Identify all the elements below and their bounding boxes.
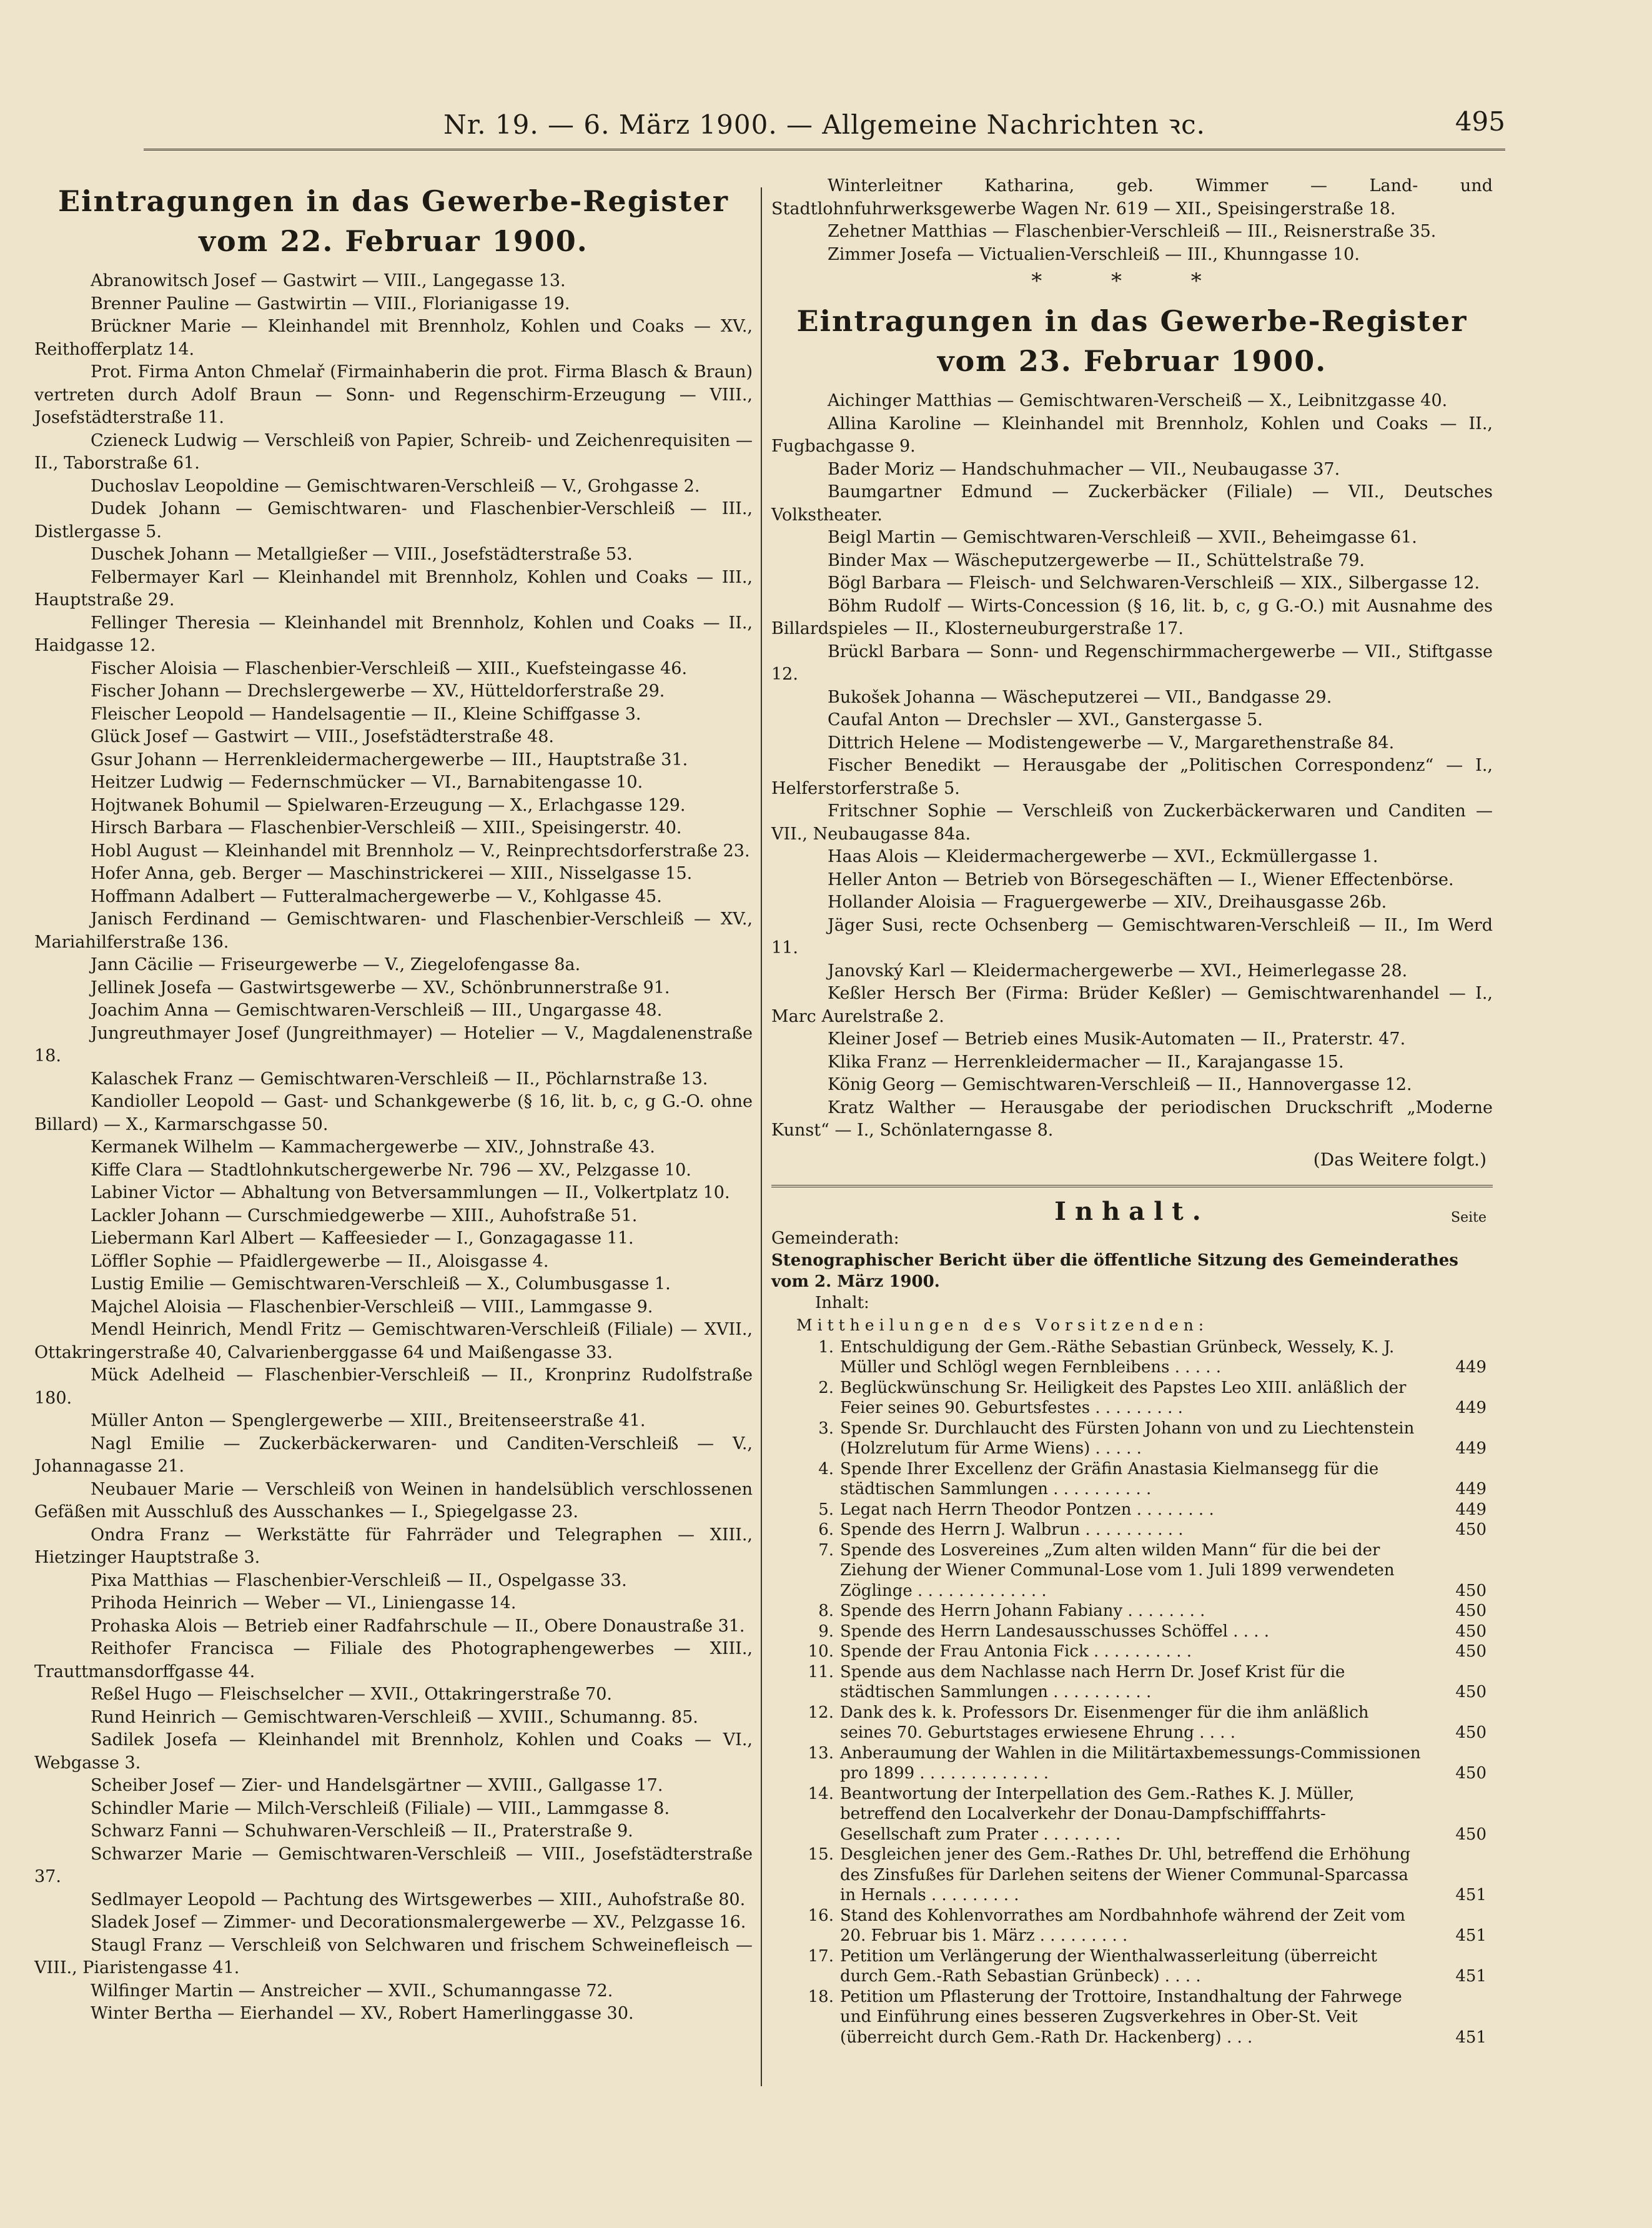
- page-number: 495: [1455, 106, 1505, 137]
- register-entry: Kratz Walther — Herausgabe der periodischen Druckschrift „Moderne Kunst“ — I., Schönlaterngasse 8.: [771, 1097, 1493, 1140]
- contents-item-number: 5.: [818, 1500, 834, 1519]
- register-heading-22: Eintragungen in das Gewerbe-Register: [58, 184, 729, 218]
- register-entry: Labiner Victor — Abhaltung von Betversammlungen — II., Volkertplatz 10.: [91, 1183, 730, 1202]
- register-entry: Prot. Firma Anton Chmelař (Firmainhaberin die prot. Firma Blasch & Braun) vertreten durch Adolf Braun — Sonn- und Regenschirm-Erzeugung — VIII., Josefstädterstraße 11.: [34, 362, 753, 427]
- register-entry: Haas Alois — Kleidermachergewerbe — XVI., Eckmüllergasse 1.: [828, 847, 1378, 866]
- contents-item-page: 450: [1455, 1581, 1486, 1600]
- bericht-title: Stenographischer Bericht über die öffentliche Sitzung des Gemeinderathes vom 2. März 1900.: [771, 1250, 1458, 1291]
- contents-item-number: 9.: [818, 1621, 834, 1641]
- gemeinderath-label: Gemeinderath:: [771, 1228, 899, 1248]
- contents-item-number: 14.: [808, 1784, 834, 1803]
- register-entry: Janovský Karl — Kleidermachergewerbe — XVI., Heimerlegasse 28.: [828, 961, 1408, 981]
- contents-item-text: Desgleichen jener des Gem.-Rathes Dr. Uhl, betreffend die Erhöhung des Zinsfußes für Darlehen seitens der Wiener Communal-Sparcassa in Hernals . . . . . . . . .: [840, 1845, 1411, 1904]
- contents-item-number: 16.: [808, 1906, 834, 1925]
- register-entry: Felbermayer Karl — Kleinhandel mit Brennholz, Kohlen und Coaks — III., Hauptstraße 29.: [34, 567, 753, 610]
- register-entry: Heller Anton — Betrieb von Börsegeschäften — I., Wiener Effectenbörse.: [828, 869, 1454, 889]
- register-entry: Lustig Emilie — Gemischtwaren-Verschleiß — X., Columbusgasse 1.: [91, 1274, 671, 1294]
- contents-item: [771, 1540, 1493, 1602]
- contents-item-page: 449: [1455, 1439, 1486, 1458]
- contents-item-number: 6.: [818, 1520, 834, 1539]
- register-entry: Schwarz Fanni — Schuhwaren-Verschleiß — II., Praterstraße 9.: [91, 1821, 633, 1841]
- register-entry: Brenner Pauline — Gastwirtin — VIII., Florianigasse 19.: [91, 294, 570, 314]
- register-entry: Sedlmayer Leopold — Pachtung des Wirtsgewerbes — XIII., Auhofstraße 80.: [91, 1889, 746, 1909]
- register-entry: Joachim Anna — Gemischtwaren-Verschleiß — III., Ungargasse 48.: [91, 1001, 663, 1020]
- register-entry: Baumgartner Edmund — Zuckerbäcker (Filiale) — VII., Deutsches Volkstheater.: [771, 482, 1493, 525]
- contents-item-number: 12.: [808, 1703, 834, 1722]
- contents-item-text: Dank des k. k. Professors Dr. Eisenmenger für die ihm anläßlich seines 70. Geburtstages erwiesene Ehrung . . . .: [840, 1703, 1369, 1742]
- contents-item-number: 3.: [818, 1418, 834, 1438]
- contents-rule: [771, 1185, 1493, 1187]
- register-entry: Neubauer Marie — Verschleiß von Weinen in handelsüblich verschlossenen Gefäßen mit Ausschluß des Ausschankes — I., Spiegelgasse 23.: [34, 1479, 753, 1522]
- contents-item: [771, 1337, 1493, 1378]
- register-entry: Wilfinger Martin — Anstreicher — XVII., Schumanngasse 72.: [91, 1981, 613, 2001]
- inhalt-label: Inhalt:: [815, 1293, 869, 1312]
- register-entry: Kleiner Josef — Betrieb eines Musik-Automaten — II., Praterstr. 47.: [828, 1029, 1406, 1049]
- contents-item-page: 449: [1455, 1399, 1486, 1417]
- contents-item-text: Spende Sr. Durchlaucht des Fürsten Johann von und zu Liechtenstein (Holzrelutum für Arme Wiens) . . . . .: [840, 1418, 1415, 1458]
- register-entry: Böhm Rudolf — Wirts-Concession (§ 16, lit. b, c, g G.-O.) mit Ausnahme des Billardspieles — II., Klosterneuburgerstraße 17.: [771, 596, 1493, 638]
- register-entry: Jann Cäcilie — Friseurgewerbe — V., Ziegelofengasse 8a.: [91, 955, 581, 974]
- register-entry: Mück Adelheid — Flaschenbier-Verschleiß — II., Kronprinz Rudolfstraße 180.: [34, 1365, 753, 1408]
- contents-item-page: 451: [1455, 1967, 1486, 1986]
- register-entry: Liebermann Karl Albert — Kaffeesieder — I., Gonzagagasse 11.: [91, 1229, 634, 1248]
- register-entry: Hobl August — Kleinhandel mit Brennholz — V., Reinprechtsdorferstraße 23.: [91, 841, 750, 861]
- contents-item-page: 451: [1455, 2027, 1486, 2047]
- register-entry: Heitzer Ludwig — Federnschmücker — VI., Barnabitengasse 10.: [91, 773, 643, 792]
- register-entry: Beigl Martin — Gemischtwaren-Verschleiß — XVII., Beheimgasse 61.: [828, 528, 1417, 547]
- contents-item: [771, 1520, 1493, 1540]
- contents-item: [771, 1621, 1493, 1642]
- contents-item: [771, 1703, 1493, 1743]
- register-entry: Glück Josef — Gastwirt — VIII., Josefstädterstraße 48.: [91, 727, 554, 746]
- contents-item-page: 451: [1455, 1886, 1486, 1904]
- register-entries-22: [34, 270, 753, 2026]
- contents-item-number: 10.: [808, 1642, 834, 1661]
- register-entry: Fleischer Leopold — Handelsagentie — II., Kleine Schiffgasse 3.: [91, 704, 641, 724]
- contents-item-text: Spende Ihrer Excellenz der Gräfin Anastasia Kielmansegg für die städtischen Sammlungen . . . . . . . . . .: [840, 1459, 1379, 1498]
- register-date-23: vom 23. Februar 1900.: [937, 344, 1327, 378]
- contents-item-page: 450: [1455, 1520, 1486, 1539]
- register-entry: Fritschner Sophie — Verschleiß von Zuckerbäckerwaren und Canditen — VII., Neubaugasse 84a.: [771, 801, 1493, 844]
- contents-item-text: Petition um Verlängerung der Wienthalwasserleitung (überreicht durch Gem.-Rath Sebastian Grünbeck) . . . .: [840, 1946, 1377, 1986]
- contents-heading: [771, 1196, 1493, 1227]
- contents-item: [771, 1500, 1493, 1520]
- contents-item: [771, 1906, 1493, 1946]
- register-entry: Nagl Emilie — Zuckerbäckerwaren- und Canditen-Verschleiß — V., Johannagasse 21.: [34, 1433, 753, 1476]
- contents-item-number: 8.: [818, 1602, 834, 1620]
- register-entry: Müller Anton — Spenglergewerbe — XIII., Breitenseerstraße 41.: [91, 1411, 646, 1430]
- register-entry: Hofer Anna, geb. Berger — Maschinstrickerei — XIII., Nisselgasse 15.: [91, 864, 693, 883]
- register-entry: Caufal Anton — Drechsler — XVI., Ganstergasse 5.: [828, 710, 1263, 730]
- contents-item-number: 4.: [818, 1459, 834, 1478]
- contents-item: [771, 1378, 1493, 1418]
- contents-item-page: 450: [1455, 1683, 1486, 1701]
- contents-item-page: 450: [1455, 1764, 1486, 1783]
- register-entry: Winter Bertha — Eierhandel — XV., Robert Hamerlinggasse 30.: [91, 2004, 634, 2023]
- register-entry: Jungreuthmayer Josef (Jungreithmayer) — Hotelier — V., Magdalenenstraße 18.: [34, 1023, 753, 1066]
- register-entry: Staugl Franz — Verschleiß von Selchwaren und frischem Schweinefleisch — VIII., Piaristengasse 41.: [34, 1935, 753, 1978]
- register-entry: Bukošek Johanna — Wäscheputzerei — VII., Bandgasse 29.: [828, 687, 1332, 707]
- register-entry: Ondra Franz — Werkstätte für Fahrräder und Telegraphen — XIII., Hietzinger Hauptstraße 3.: [34, 1525, 753, 1567]
- register-entry: Fellinger Theresia — Kleinhandel mit Brennholz, Kohlen und Coaks — II., Haidgasse 12.: [34, 613, 753, 655]
- contents-item-number: 15.: [808, 1845, 834, 1864]
- contents-item-number: 1.: [818, 1337, 834, 1357]
- contents-item: [771, 1844, 1493, 1906]
- contents-item-text: Spende der Frau Antonia Fick . . . . . . . . . .: [840, 1642, 1192, 1661]
- contents-item-text: Legat nach Herrn Theodor Pontzen . . . . . . . .: [840, 1500, 1214, 1519]
- register-entry: Prohaska Alois — Betrieb einer Radfahrschule — II., Obere Donaustraße 31.: [91, 1616, 745, 1636]
- section-stars: * * *: [1031, 269, 1233, 294]
- contents-list: [771, 1337, 1493, 2048]
- contents-item-page: 450: [1455, 1602, 1486, 1620]
- page-header: [144, 106, 1505, 144]
- contents-item: [771, 1946, 1493, 1987]
- contents-item-page: 450: [1455, 1621, 1486, 1641]
- header-title: Nr. 19. — 6. März 1900. — Allgemeine Nachrichten ꝛc.: [443, 109, 1206, 140]
- contents-item-text: Spende aus dem Nachlasse nach Herrn Dr. Josef Krist für die städtischen Sammlungen . . . . . . . . . .: [840, 1662, 1345, 1701]
- register-entry: Sladek Josef — Zimmer- und Decorationsmalergewerbe — XV., Pelzgasse 16.: [91, 1913, 746, 1932]
- header-rule: [144, 149, 1505, 151]
- seite-label: Seite: [1451, 1209, 1486, 1225]
- contents-item-text: Beantwortung der Interpellation des Gem.-Rathes K. J. Müller, betreffend den Localverkehr der Donau-Dampfschifffahrts-Gesellschaft zum Prater . . . . . . . .: [840, 1784, 1355, 1844]
- register-entry: Fischer Benedikt — Herausgabe der „Politischen Correspondenz“ — I., Helferstorferstraße 5.: [771, 756, 1493, 798]
- continued-note: (Das Weitere folgt.): [1313, 1149, 1486, 1170]
- register-entry: Lackler Johann — Curschmiedgewerbe — XIII., Auhofstraße 51.: [91, 1206, 638, 1225]
- register-entry: Duchoslav Leopoldine — Gemischtwaren-Verschleiß — V., Grohgasse 2.: [91, 476, 700, 496]
- contents-item-number: 2.: [818, 1378, 834, 1397]
- register-entry: Kalaschek Franz — Gemischtwaren-Verschleiß — II., Pöchlarnstraße 13.: [91, 1069, 708, 1089]
- column-separator: [761, 187, 762, 2086]
- register-entry: Keßler Hersch Ber (Firma: Brüder Keßler) — Gemischtwarenhandel — I., Marc Aurelstraße 2.: [771, 984, 1493, 1026]
- contents-item: [771, 1418, 1493, 1459]
- contents-item-page: 450: [1455, 1642, 1486, 1661]
- register-entry: Hirsch Barbara — Flaschenbier-Verschleiß — XIII., Speisingerstr. 40.: [91, 818, 682, 838]
- contents-item-number: 13.: [808, 1743, 834, 1763]
- register-date-22: vom 22. Februar 1900.: [199, 224, 588, 258]
- register-entry: Hoffmann Adalbert — Futteralmachergewerbe — V., Kohlgasse 45.: [91, 886, 662, 906]
- register-entry: Jäger Susi, recte Ochsenberg — Gemischtwaren-Verschleiß — II., Im Werd 11.: [771, 915, 1493, 958]
- register-entry: Reßel Hugo — Fleischselcher — XVII., Ottakringerstraße 70.: [91, 1685, 612, 1704]
- register-entry: Winterleitner Katharina, geb. Wimmer — Land- und Stadtlohnfuhrwerksgewerbe Wagen Nr. 619 — XII., Speisingerstraße 18.: [771, 176, 1493, 219]
- register-entry: Kandioller Leopold — Gast- und Schankgewerbe (§ 16, lit. b, c, g G.-O. ohne Billard) — X., Karmarschgasse 50.: [34, 1092, 753, 1134]
- contents-item: [771, 1459, 1493, 1500]
- contents-item-page: 449: [1455, 1480, 1486, 1498]
- register-entry: Janisch Ferdinand — Gemischtwaren- und Flaschenbier-Verschleiß — XV., Mariahilferstraße 136.: [34, 909, 753, 952]
- register-heading-23: Eintragungen in das Gewerbe-Register: [796, 304, 1468, 338]
- register-entry: Hojtwanek Bohumil — Spielwaren-Erzeugung — X., Erlachgasse 129.: [91, 795, 686, 815]
- right-column: [771, 175, 1493, 2047]
- contents-item-text: Entschuldigung der Gem.-Räthe Sebastian Grünbeck, Wessely, K. J. Müller und Schlögl wegen Fernbleibens . . . . .: [840, 1337, 1395, 1377]
- contents-item-text: Spende des Losvereines „Zum alten wilden Mann“ für die bei der Ziehung der Wiener Communal-Lose vom 1. Juli 1899 verwendeten Zöglinge . . . . . . . . . . . . .: [840, 1540, 1395, 1600]
- contents-item-number: 17.: [808, 1946, 834, 1966]
- register-entry: Dudek Johann — Gemischtwaren- und Flaschenbier-Verschleiß — III., Distlergasse 5.: [34, 499, 753, 542]
- contents-item-text: Anberaumung der Wahlen in die Militärtaxbemessungs-Commissionen pro 1899 . . . . . . . . . . . . .: [840, 1743, 1421, 1783]
- contents-item-text: Spende des Herrn J. Walbrun . . . . . . . . . .: [840, 1520, 1184, 1539]
- contents-title: Inhalt.: [1054, 1196, 1210, 1226]
- contents-item: [771, 1743, 1493, 1784]
- contents-item-page: 451: [1455, 1926, 1486, 1945]
- register-entry: Schwarzer Marie — Gemischtwaren-Verschleiß — VIII., Josefstädterstraße 37.: [34, 1844, 753, 1886]
- continued-entries: [771, 175, 1493, 266]
- contents-item-number: 11.: [808, 1662, 834, 1681]
- contents-item-page: 449: [1455, 1358, 1486, 1377]
- register-entry: Kermanek Wilhelm — Kammachergewerbe — XIV., Johnstraße 43.: [91, 1137, 655, 1157]
- register-entry: Aichinger Matthias — Gemischtwaren-Verscheiß — X., Leibnitzgasse 40.: [828, 391, 1448, 410]
- left-column: [34, 175, 753, 2026]
- register-entry: Majchel Aloisia — Flaschenbier-Verschleiß — VIII., Lammgasse 9.: [91, 1297, 653, 1317]
- register-entry: Sadilek Josefa — Kleinhandel mit Brennholz, Kohlen und Coaks — VI., Webgasse 3.: [34, 1730, 753, 1773]
- register-entries-23: [771, 390, 1493, 1142]
- contents-item-page: 449: [1455, 1500, 1486, 1519]
- register-entry: Jellinek Josefa — Gastwirtsgewerbe — XV., Schönbrunnerstraße 91.: [91, 978, 670, 998]
- register-entry: Prihoda Heinrich — Weber — VI., Liniengasse 14.: [91, 1593, 517, 1613]
- contents-item-page: 450: [1455, 1824, 1486, 1844]
- register-entry: Abranowitsch Josef — Gastwirt — VIII., Langegasse 13.: [91, 271, 566, 290]
- register-entry: Löffler Sophie — Pfaidlergewerbe — II., Aloisgasse 4.: [91, 1251, 549, 1271]
- register-entry: Brückner Marie — Kleinhandel mit Brennholz, Kohlen und Coaks — XV., Reithofferplatz 14.: [34, 317, 753, 359]
- register-entry: Fischer Aloisia — Flaschenbier-Verschleiß — XIII., Kuefsteingasse 46.: [91, 658, 688, 678]
- contents-item: [771, 1641, 1493, 1662]
- register-entry: Binder Max — Wäscheputzergewerbe — II., Schüttelstraße 79.: [828, 550, 1365, 570]
- register-entry: Fischer Johann — Drechslergewerbe — XV., Hütteldorferstraße 29.: [91, 681, 665, 701]
- register-entry: Duschek Johann — Metallgießer — VIII., Josefstädterstraße 53.: [91, 545, 633, 564]
- register-entry: Brückl Barbara — Sonn- und Regenschirmmachergewerbe — VII., Stiftgasse 12.: [771, 641, 1493, 684]
- contents-item-number: 18.: [808, 1987, 834, 2006]
- register-entry: Reithofer Francisca — Filiale des Photographengewerbes — XIII., Trauttmansdorffgasse 44.: [34, 1639, 753, 1681]
- register-entry: Pixa Matthias — Flaschenbier-Verschleiß — II., Ospelgasse 33.: [91, 1570, 627, 1590]
- register-entry: Bader Moriz — Handschuhmacher — VII., Neubaugasse 37.: [828, 459, 1340, 479]
- contents-item-text: Stand des Kohlenvorrathes am Nordbahnhofe während der Zeit vom 20. Februar bis 1. März . . . . . . . . .: [840, 1906, 1405, 1945]
- contents-item: [771, 1662, 1493, 1703]
- register-entry: Mendl Heinrich, Mendl Fritz — Gemischtwaren-Verschleiß (Filiale) — XVII., Ottakringerstraße 40, Calvarienberggasse 64 und Maißengasse 33.: [34, 1320, 753, 1362]
- register-entry: Bögl Barbara — Fleisch- und Selchwaren-Verschleiß — XIX., Silbergasse 12.: [828, 573, 1480, 593]
- register-entry: Allina Karoline — Kleinhandel mit Brennholz, Kohlen und Coaks — II., Fugbachgasse 9.: [771, 413, 1493, 456]
- contents-item: [771, 1601, 1493, 1621]
- contents-item: [771, 1784, 1493, 1845]
- register-entry: Schindler Marie — Milch-Verschleiß (Filiale) — VIII., Lammgasse 8.: [91, 1798, 670, 1818]
- register-entry: Dittrich Helene — Modistengewerbe — V., Margarethenstraße 84.: [828, 733, 1395, 753]
- register-entry: Zimmer Josefa — Victualien-Verschleiß — III., Khunngasse 10.: [828, 244, 1360, 264]
- register-entry: Gsur Johann — Herrenkleidermachergewerbe — III., Hauptstraße 31.: [91, 750, 688, 770]
- contents-item-text: Beglückwünschung Sr. Heiligkeit des Papstes Leo XIII. anläßlich der Feier seines 90. Geburtsfestes . . . . . . . . .: [840, 1378, 1407, 1417]
- register-entry: Hollander Aloisia — Fraguergewerbe — XIV., Dreihausgasse 26b.: [828, 893, 1387, 912]
- contents-item-number: 7.: [818, 1540, 834, 1560]
- contents-item: [771, 1987, 1493, 2048]
- register-entry: Klika Franz — Herrenkleidermacher — II., Karajangasse 15.: [828, 1052, 1344, 1072]
- register-entry: König Georg — Gemischtwaren-Verschleiß — II., Hannovergasse 12.: [828, 1075, 1412, 1094]
- contents-item-text: Spende des Herrn Landesausschusses Schöffel . . . .: [840, 1621, 1270, 1641]
- contents-item-text: Petition um Pflasterung der Trottoire, Instandhaltung der Fahrwege und Einführung eines besseren Zugsverkehres in Ober-St. Veit (überreicht durch Gem.-Rath Dr. Hackenberg) . . .: [840, 1987, 1402, 2047]
- register-entry: Czieneck Ludwig — Verschleiß von Papier, Schreib- und Zeichenrequisiten — II., Taborstraße 61.: [34, 430, 753, 473]
- register-entry: Rund Heinrich — Gemischtwaren-Verschleiß — XVIII., Schumanng. 85.: [91, 1707, 698, 1727]
- contents-item-page: 450: [1455, 1723, 1486, 1742]
- contents-item-text: Spende des Herrn Johann Fabiany . . . . . . . .: [840, 1602, 1205, 1620]
- mittheilungen-label: Mittheilungen des Vorsitzenden:: [796, 1315, 1209, 1334]
- register-entry: Zehetner Matthias — Flaschenbier-Verschleiß — III., Reisnerstraße 35.: [828, 222, 1437, 241]
- register-entry: Scheiber Josef — Zier- und Handelsgärtner — XVIII., Gallgasse 17.: [91, 1776, 663, 1795]
- register-entry: Kiffe Clara — Stadtlohnkutschergewerbe Nr. 796 — XV., Pelzgasse 10.: [91, 1160, 691, 1180]
